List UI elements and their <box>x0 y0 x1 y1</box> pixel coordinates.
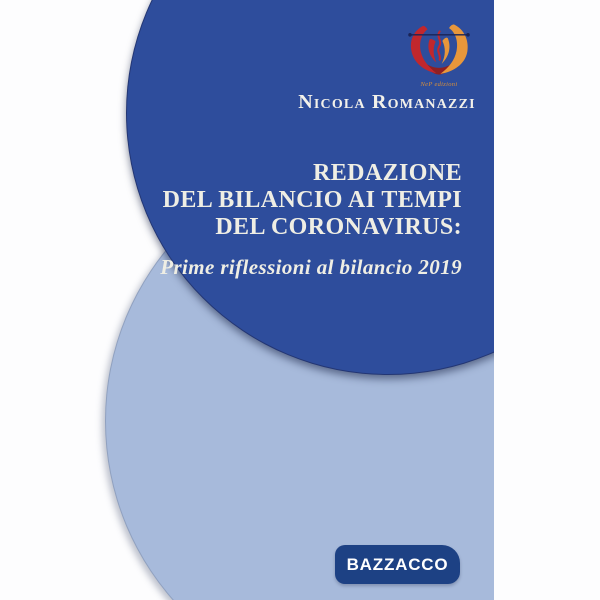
title-line-2: DEL BILANCIO AI TEMPI <box>162 187 462 213</box>
bazzacco-badge <box>335 545 460 584</box>
title-line-1: REDAZIONE <box>313 160 462 186</box>
author-name: Nicola Romanazzi <box>298 91 476 113</box>
publisher-name: NeP edizioni <box>420 81 458 88</box>
publisher-logo <box>402 22 476 88</box>
badge-label: BAZZACCO <box>346 554 449 574</box>
title-line-3: DEL CORONAVIRUS: <box>215 214 462 240</box>
lyre-icon <box>404 22 474 80</box>
title-block <box>62 160 462 280</box>
book-subtitle: Prime riflessioni al bilancio 2019 <box>160 255 462 279</box>
